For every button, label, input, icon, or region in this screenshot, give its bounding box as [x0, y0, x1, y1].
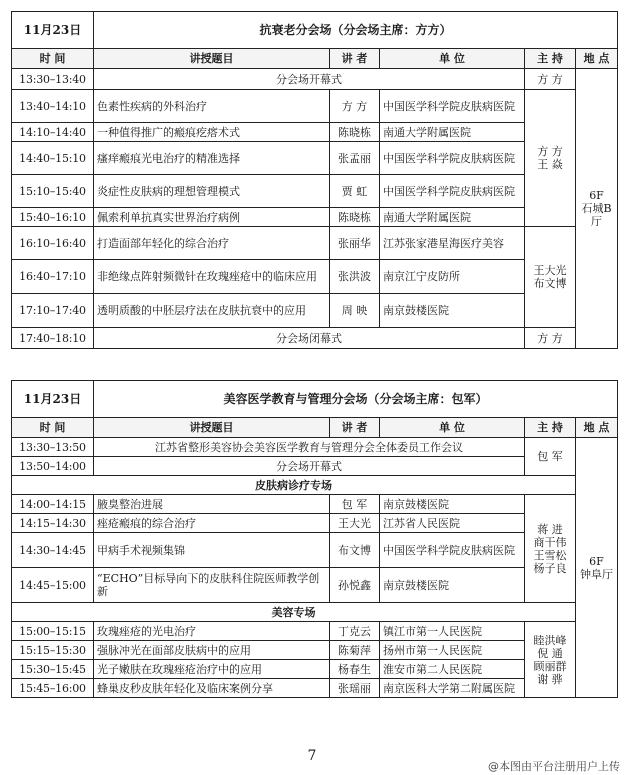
- row-speaker: 孙悦鑫: [330, 568, 380, 603]
- row-speaker: 张孟丽: [330, 142, 380, 175]
- meeting-time: 13:30–13:50: [12, 438, 94, 457]
- row-unit: 中国医学科学院皮肤病医院: [380, 142, 525, 175]
- row-unit: 江苏张家港星海医疗美容: [380, 227, 525, 260]
- row-time: 14:45–15:00: [12, 568, 94, 603]
- header-time: 时 间: [12, 418, 94, 438]
- row-topic: 腋臭整治进展: [94, 495, 330, 514]
- row-time: 14:10–14:40: [12, 123, 94, 142]
- row-speaker: 陈晓栋: [330, 123, 380, 142]
- row-unit: 中国医学科学院皮肤病医院: [380, 175, 525, 208]
- closing-chair: 方 方: [525, 328, 576, 349]
- chair-name: 蒋 进: [537, 522, 563, 536]
- row-time: 16:40–17:10: [12, 260, 94, 294]
- row-topic: 瘙痒瘢痕光电治疗的精准选择: [94, 142, 330, 175]
- closing-time: 17:40–18:10: [12, 328, 94, 349]
- row-speaker: 陈菊萍: [330, 641, 380, 660]
- chair-name: 谢 骅: [537, 672, 563, 686]
- header-chair: 主 持: [525, 418, 576, 438]
- schedule-table-aesthetic-education: [11, 380, 618, 698]
- location-suffix: 厅: [591, 215, 603, 228]
- row-topic: 佩索利单抗真实世界治疗病例: [94, 208, 330, 227]
- chair-name: 睦洪峰: [533, 633, 567, 647]
- chair-group-1: [525, 495, 576, 603]
- chair-name: 王雪松: [533, 548, 567, 562]
- closing-label: 分会场闭幕式: [94, 328, 525, 349]
- opening-label: 分会场开幕式: [94, 69, 525, 90]
- row-unit: 南通大学附属医院: [380, 208, 525, 227]
- top-chair: 包 军: [525, 438, 576, 476]
- opening-time: 13:30–13:40: [12, 69, 94, 90]
- opening-time: 13:50–14:00: [12, 457, 94, 476]
- row-speaker: 陈晓栋: [330, 208, 380, 227]
- row-topic: 甲病手术视频集锦: [94, 533, 330, 568]
- row-speaker: 方 方: [330, 90, 380, 123]
- row-topic: 一种值得推广的瘢痕疙瘩术式: [94, 123, 330, 142]
- chair-name: 王大光: [533, 264, 567, 277]
- location-hall: 钟阜厅: [580, 567, 613, 581]
- row-unit: 南京鼓楼医院: [380, 568, 525, 603]
- row-time: 13:40–14:10: [12, 90, 94, 123]
- chair-name: 倪 通: [537, 646, 563, 660]
- row-time: 14:30–14:45: [12, 533, 94, 568]
- row-speaker: 王大光: [330, 514, 380, 533]
- header-time: 时 间: [12, 49, 94, 69]
- page-number: 7: [307, 748, 317, 764]
- row-speaker: 杨春生: [330, 660, 380, 679]
- header-location: 地 点: [576, 418, 618, 438]
- row-time: 15:15–15:30: [12, 641, 94, 660]
- row-speaker: 包 军: [330, 495, 380, 514]
- row-speaker: 贾 虹: [330, 175, 380, 208]
- session-date: 11月23日: [12, 381, 94, 418]
- header-topic: 讲授题目: [94, 49, 330, 69]
- header-unit: 单 位: [380, 418, 525, 438]
- row-topic: 非绝缘点阵射频微针在玫瑰痤疮中的临床应用: [94, 260, 330, 294]
- row-time: 17:10–17:40: [12, 294, 94, 328]
- row-time: 15:00–15:15: [12, 622, 94, 641]
- location-cell: [576, 438, 618, 698]
- upload-watermark: @本图由平台注册用户上传: [488, 760, 620, 773]
- row-time: 14:40–15:10: [12, 142, 94, 175]
- row-unit: 中国医学科学院皮肤病医院: [380, 90, 525, 123]
- row-topic: 透明质酸的中胚层疗法在皮肤抗衰中的应用: [94, 294, 330, 328]
- row-unit: 中国医学科学院皮肤病医院: [380, 533, 525, 568]
- session-date: 11月23日: [12, 12, 94, 49]
- session-title: 美容医学教育与管理分会场（分会场主席：包军）: [94, 381, 618, 418]
- row-topic: 痤疮瘢痕的综合治疗: [94, 514, 330, 533]
- row-topic: 玫瑰痤疮的光电治疗: [94, 622, 330, 641]
- section-heading-aesthetics: 美容专场: [12, 603, 576, 622]
- row-time: 15:10–15:40: [12, 175, 94, 208]
- chair-name: 方 方: [537, 145, 563, 158]
- row-unit: 南京鼓楼医院: [380, 294, 525, 328]
- header-speaker: 讲 者: [330, 418, 380, 438]
- chair-name: 商干伟: [533, 535, 567, 549]
- location-floor: 6F: [589, 189, 604, 202]
- row-speaker: 张洪波: [330, 260, 380, 294]
- row-topic: 光子嫩肤在玫瑰痤疮治疗中的应用: [94, 660, 330, 679]
- row-topic: 蜂巢皮秒皮肤年轻化及临床案例分享: [94, 679, 330, 698]
- row-unit: 南京医科大学第二附属医院: [380, 679, 525, 698]
- header-topic: 讲授题目: [94, 418, 330, 438]
- header-chair: 主 持: [525, 49, 576, 69]
- row-unit: 南京江宁皮防所: [380, 260, 525, 294]
- session-title: 抗衰老分会场（分会场主席：方方）: [94, 12, 618, 49]
- row-unit: 南京鼓楼医院: [380, 495, 525, 514]
- row-time: 15:40–16:10: [12, 208, 94, 227]
- row-speaker: 张瑶丽: [330, 679, 380, 698]
- row-speaker: 张丽华: [330, 227, 380, 260]
- location-cell: [576, 69, 618, 349]
- row-speaker: 布文博: [330, 533, 380, 568]
- row-unit: 江苏省人民医院: [380, 514, 525, 533]
- location-floor: 6F: [589, 554, 604, 568]
- chair-name: 杨子良: [533, 561, 567, 575]
- row-unit: 南通大学附属医院: [380, 123, 525, 142]
- row-time: 14:15–14:30: [12, 514, 94, 533]
- row-unit: 淮安市第二人民医院: [380, 660, 525, 679]
- section-heading-dermatology: 皮肤病诊疗专场: [12, 476, 576, 495]
- meeting-label: 江苏省整形美容协会美容医学教育与管理分会全体委员工作会议: [94, 438, 525, 457]
- row-speaker: 丁克云: [330, 622, 380, 641]
- row-time: 15:30–15:45: [12, 660, 94, 679]
- chair-name: 顾丽群: [533, 659, 567, 673]
- row-topic: 强脉冲光在面部皮肤病中的应用: [94, 641, 330, 660]
- chair-group-1: [525, 90, 576, 227]
- header-speaker: 讲 者: [330, 49, 380, 69]
- opening-chair: 方 方: [525, 69, 576, 90]
- row-unit: 扬州市第一人民医院: [380, 641, 525, 660]
- chair-group-2: [525, 227, 576, 328]
- row-time: 16:10–16:40: [12, 227, 94, 260]
- chair-group-2: [525, 622, 576, 698]
- header-location: 地 点: [576, 49, 618, 69]
- row-topic: 色素性疾病的外科治疗: [94, 90, 330, 123]
- row-speaker: 周 映: [330, 294, 380, 328]
- row-unit: 镇江市第一人民医院: [380, 622, 525, 641]
- chair-name: 王 焱: [537, 158, 563, 171]
- row-time: 15:45–16:00: [12, 679, 94, 698]
- chair-name: 布文博: [533, 277, 567, 290]
- location-hall: 石城B: [581, 202, 612, 215]
- opening-label: 分会场开幕式: [94, 457, 525, 476]
- row-time: 14:00–14:15: [12, 495, 94, 514]
- schedule-table-anti-aging: [11, 11, 618, 349]
- header-unit: 单 位: [380, 49, 525, 69]
- row-topic: 打造面部年轻化的综合治疗: [94, 227, 330, 260]
- row-topic: 炎症性皮肤病的理想管理模式: [94, 175, 330, 208]
- row-topic: “ECHO”目标导向下的皮肤科住院医师教学创新: [94, 568, 330, 603]
